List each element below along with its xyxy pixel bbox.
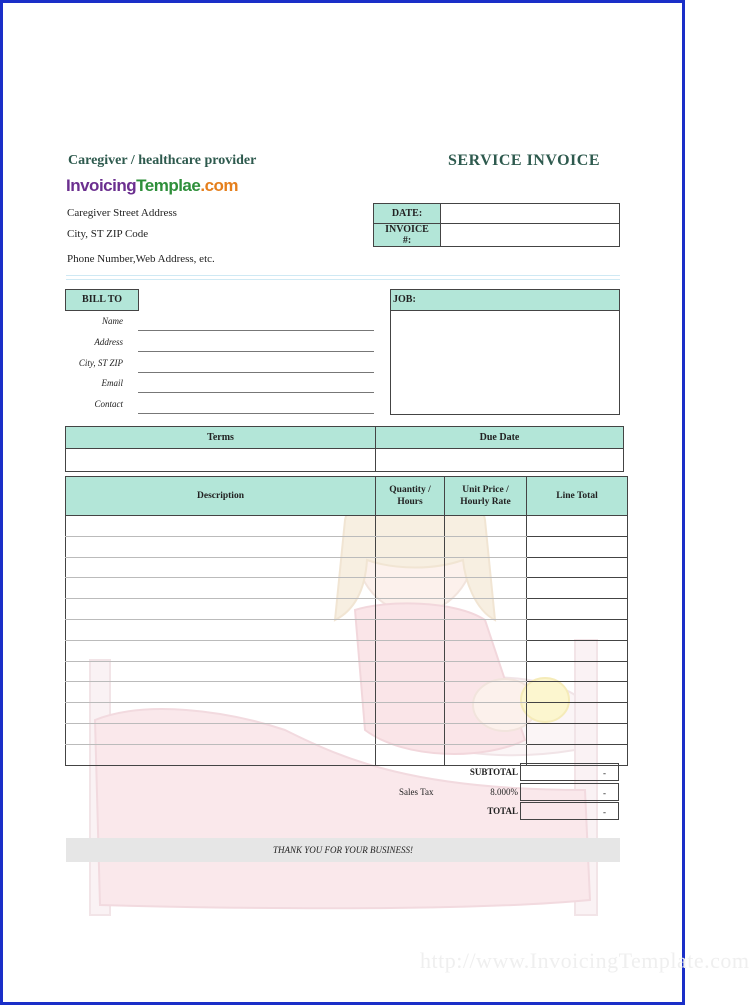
table-row xyxy=(66,557,628,578)
quantity-header: Quantity / Hours xyxy=(376,477,445,516)
invoice-number-label: INVOICE #: xyxy=(374,224,441,247)
quantity-cell[interactable] xyxy=(376,723,445,744)
website-watermark: http://www.InvoicingTemplate.com xyxy=(420,948,750,973)
unit-price-cell[interactable] xyxy=(445,536,527,557)
unit-price-cell[interactable] xyxy=(445,703,527,724)
invoice-number-field[interactable] xyxy=(441,224,620,247)
quantity-cell[interactable] xyxy=(376,557,445,578)
line-total-cell xyxy=(527,536,628,557)
description-cell[interactable] xyxy=(66,682,376,703)
table-row xyxy=(66,536,628,557)
due-date-field[interactable] xyxy=(376,449,624,472)
line-total-cell xyxy=(527,744,628,765)
quantity-cell[interactable] xyxy=(376,703,445,724)
invoicing-template-logo[interactable] xyxy=(66,176,238,196)
line-total-cell xyxy=(527,703,628,724)
quantity-cell[interactable] xyxy=(376,619,445,640)
description-cell[interactable] xyxy=(66,640,376,661)
unit-price-cell[interactable] xyxy=(445,619,527,640)
job-box[interactable] xyxy=(390,289,620,415)
unit-price-cell[interactable] xyxy=(445,744,527,765)
line-total-header: Line Total xyxy=(527,477,628,516)
line-total-cell xyxy=(527,619,628,640)
logo-part-1: Invoicing xyxy=(66,176,137,195)
date-field[interactable] xyxy=(441,204,620,224)
description-cell[interactable] xyxy=(66,661,376,682)
phone-web-address: Phone Number,Web Address, etc. xyxy=(67,253,215,265)
terms-label: Terms xyxy=(66,427,376,449)
bill-to-name-field[interactable] xyxy=(138,330,374,331)
company-name: Caregiver / healthcare provider xyxy=(68,153,257,168)
city-state-zip: City, ST ZIP Code xyxy=(67,228,149,240)
description-cell[interactable] xyxy=(66,578,376,599)
terms-table xyxy=(65,426,624,472)
bill-to-email-label: Email xyxy=(101,378,123,388)
street-address: Caregiver Street Address xyxy=(67,207,177,219)
unit-price-cell[interactable] xyxy=(445,682,527,703)
line-total-cell xyxy=(527,516,628,537)
table-row xyxy=(66,619,628,640)
line-total-cell xyxy=(527,599,628,620)
description-cell[interactable] xyxy=(66,536,376,557)
date-label: DATE: xyxy=(374,204,441,224)
unit-price-header: Unit Price / Hourly Rate xyxy=(445,477,527,516)
quantity-cell[interactable] xyxy=(376,578,445,599)
table-row xyxy=(66,578,628,599)
table-row xyxy=(66,516,628,537)
job-heading: JOB: xyxy=(391,290,619,311)
quantity-cell[interactable] xyxy=(376,536,445,557)
table-row xyxy=(66,682,628,703)
sales-tax-rate[interactable]: 8.000% xyxy=(490,787,518,797)
unit-price-cell[interactable] xyxy=(445,661,527,682)
quantity-cell[interactable] xyxy=(376,599,445,620)
line-total-cell xyxy=(527,661,628,682)
unit-price-cell[interactable] xyxy=(445,640,527,661)
bill-to-city-field[interactable] xyxy=(138,372,374,373)
line-total-cell xyxy=(527,557,628,578)
due-date-label: Due Date xyxy=(376,427,624,449)
table-row xyxy=(66,723,628,744)
total-value: - xyxy=(520,802,619,820)
logo-part-2: Templae xyxy=(136,176,201,195)
sales-tax-value: - xyxy=(520,783,619,801)
description-cell[interactable] xyxy=(66,744,376,765)
description-cell[interactable] xyxy=(66,599,376,620)
table-row xyxy=(66,640,628,661)
header-divider-2 xyxy=(66,279,620,280)
quantity-cell[interactable] xyxy=(376,682,445,703)
header-divider xyxy=(66,275,620,276)
line-items-body xyxy=(66,516,628,766)
invoice-meta-table xyxy=(373,203,620,247)
logo-part-3: .com xyxy=(200,176,239,195)
description-cell[interactable] xyxy=(66,723,376,744)
description-cell[interactable] xyxy=(66,557,376,578)
line-items-table xyxy=(65,476,628,766)
bill-to-contact-field[interactable] xyxy=(138,413,374,414)
bill-to-name-label: Name xyxy=(102,316,123,326)
thank-you-banner: THANK YOU FOR YOUR BUSINESS! xyxy=(66,838,620,862)
description-cell[interactable] xyxy=(66,703,376,724)
terms-field[interactable] xyxy=(66,449,376,472)
quantity-cell[interactable] xyxy=(376,640,445,661)
unit-price-cell[interactable] xyxy=(445,578,527,599)
unit-price-cell[interactable] xyxy=(445,723,527,744)
line-total-cell xyxy=(527,723,628,744)
table-row xyxy=(66,661,628,682)
subtotal-label: SUBTOTAL xyxy=(469,767,518,777)
bill-to-email-field[interactable] xyxy=(138,392,374,393)
quantity-cell[interactable] xyxy=(376,516,445,537)
table-row xyxy=(66,599,628,620)
bill-to-address-label: Address xyxy=(94,337,123,347)
bill-to-city-label: City, ST ZIP xyxy=(78,358,123,368)
quantity-cell[interactable] xyxy=(376,744,445,765)
table-row xyxy=(66,744,628,765)
bill-to-contact-label: Contact xyxy=(94,399,123,409)
unit-price-cell[interactable] xyxy=(445,557,527,578)
total-label: TOTAL xyxy=(487,806,518,816)
bill-to-address-field[interactable] xyxy=(138,351,374,352)
unit-price-cell[interactable] xyxy=(445,599,527,620)
bill-to-heading: BILL TO xyxy=(65,289,139,311)
line-total-cell xyxy=(527,682,628,703)
subtotal-value: - xyxy=(520,763,619,781)
description-header: Description xyxy=(66,477,376,516)
line-total-cell xyxy=(527,640,628,661)
description-cell[interactable] xyxy=(66,516,376,537)
quantity-cell[interactable] xyxy=(376,661,445,682)
unit-price-cell[interactable] xyxy=(445,516,527,537)
sales-tax-label: Sales Tax xyxy=(399,787,434,797)
document-title: SERVICE INVOICE xyxy=(448,152,600,169)
table-row xyxy=(66,703,628,724)
description-cell[interactable] xyxy=(66,619,376,640)
line-total-cell xyxy=(527,578,628,599)
